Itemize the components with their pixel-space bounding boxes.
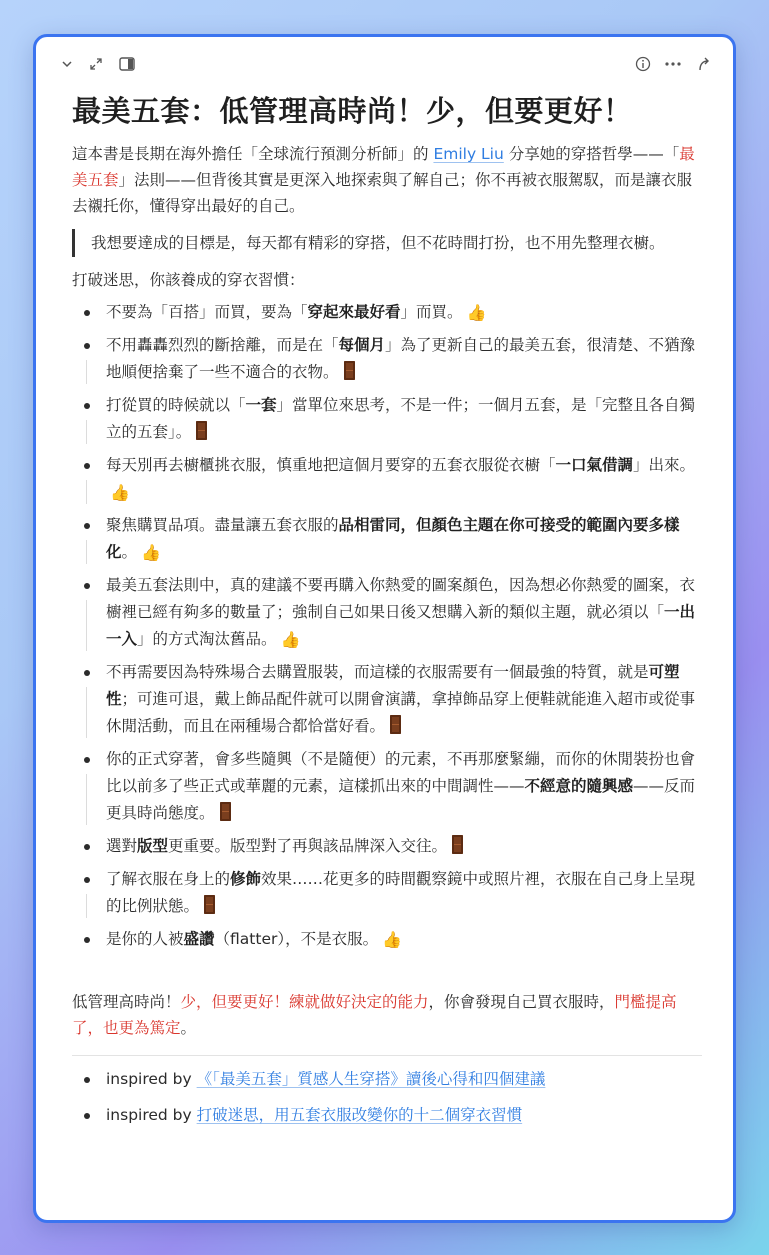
habit-item: [72, 572, 702, 653]
habit-item: [72, 452, 702, 506]
thumbs-up-icon: 👍: [141, 543, 161, 562]
author-link[interactable]: Emily Liu: [433, 145, 504, 163]
reference-prefix: inspired by: [106, 1070, 197, 1088]
thumbs-up-icon: 👍: [382, 930, 403, 949]
habits-heading: 打破迷思，你該養成的穿衣習慣：: [72, 271, 305, 289]
door-icon: [452, 835, 463, 854]
chevron-down-icon[interactable]: [58, 55, 76, 73]
reference-link[interactable]: 打破迷思，用五套衣服改變你的十二個穿衣習慣: [196, 1106, 523, 1124]
thumbs-up-icon: 👍: [280, 630, 301, 649]
thumbs-up-icon: 👍: [466, 303, 487, 322]
habit-text: 了解衣服在身上的: [106, 870, 231, 888]
habit-text: 不再需要因為特殊場合去購置服裝，而這樣的衣服需要有一個最強的特質，就是: [106, 663, 649, 681]
share-icon[interactable]: [695, 55, 713, 73]
habit-text: 」而買。: [400, 303, 463, 321]
habit-text: 」出來。: [633, 456, 696, 474]
note-content: [72, 89, 702, 1138]
habit-text: ——反而更具時尚態度。: [106, 777, 696, 822]
habit-item: [72, 332, 702, 386]
closing-text: 低管理高時尚！: [72, 993, 181, 1011]
habit-text: （flatter），不是衣服。: [214, 930, 379, 948]
closing-paragraph: [72, 989, 702, 1041]
habit-text: 選對: [106, 837, 138, 855]
door-icon: [344, 361, 355, 380]
references-list: [72, 1066, 702, 1128]
habit-emphasis: 修飾: [230, 870, 262, 888]
habit-text: 」為了更新自己的最美五套，很清楚、不猶豫地順便捨棄了一些不適合的衣物。: [106, 336, 696, 381]
thumbs-up-icon: 👍: [110, 483, 130, 502]
habit-text: 不用轟轟烈烈的斷捨離，而是在「: [106, 336, 339, 354]
habit-text: 聚焦購買品項。盡量讓五套衣服的: [106, 516, 339, 534]
reference-item: [72, 1066, 702, 1092]
expand-icon[interactable]: [87, 55, 105, 73]
habit-text: 打從買的時候就以「: [106, 396, 246, 414]
habit-text: 是你的人被: [106, 930, 184, 948]
habit-text: 。: [121, 543, 138, 561]
intro-text: 分享她的穿搭哲學——「: [503, 145, 680, 163]
reference-item: [72, 1102, 702, 1128]
habit-item: [72, 299, 702, 326]
note-window: [33, 34, 736, 1223]
habit-item: [72, 866, 702, 920]
habit-text: 」的方式淘汰舊品。: [137, 630, 277, 648]
habit-emphasis: 每個月: [338, 336, 386, 354]
habit-emphasis: 可塑性: [106, 663, 680, 708]
closing-highlight: 門檻提高了，也更為篤定: [72, 993, 677, 1037]
habit-item: [72, 926, 702, 953]
habit-text: 」當單位來思考，不是一件；一個月五套，是「完整且各自獨立的五套」。: [106, 396, 696, 441]
habit-emphasis: 不經意的隨興感: [524, 777, 634, 795]
habit-text: 每天別再去櫥櫃挑衣服，慎重地把這個月要穿的五套衣服從衣櫥「: [106, 456, 556, 474]
habit-emphasis: 品相雷同，但顏色主題在你可接受的範圍內要多樣化: [106, 516, 680, 561]
habit-item: [72, 392, 702, 446]
divider: [72, 1055, 702, 1056]
habit-text: ；可進可退，戴上飾品配件就可以開會演講，拿掉飾品穿上便鞋就能進入超市或從事休閒活動，而且在兩種場合都恰當好看。: [106, 690, 696, 735]
habit-emphasis: 一套: [245, 396, 277, 414]
toolbar: [36, 37, 733, 87]
habit-emphasis: 一口氣借調: [555, 456, 634, 474]
habit-item: [72, 833, 702, 860]
sidebar-icon[interactable]: [118, 55, 136, 73]
door-icon: [196, 421, 207, 440]
habit-text: 不要為「百搭」而買，要為「: [106, 303, 308, 321]
closing-highlight: 少，但要更好！練就做好決定的能力: [180, 993, 429, 1011]
page-title: 最美五套：低管理高時尚！少，但要更好！: [72, 94, 633, 128]
door-icon: [390, 715, 401, 734]
door-icon: [204, 895, 215, 914]
habit-item: [72, 746, 702, 827]
habit-emphasis: 版型: [137, 837, 169, 855]
habit-text: 最美五套法則中，真的建議不要再購入你熱愛的圖案顏色，因為想必你熱愛的圖案，衣櫥裡已經有夠多的數量了；強制自己如果日後又想購入新的類似主題，就必須以「: [106, 576, 696, 621]
reference-prefix: inspired by: [106, 1106, 197, 1124]
closing-text: ，你會發現自己買衣服時，: [428, 993, 615, 1011]
habits-list: [72, 299, 702, 953]
habit-item: [72, 659, 702, 740]
habit-item: [72, 512, 702, 566]
rule-name: 最美五套: [72, 145, 695, 189]
habit-text: 更重要。版型對了再與該品牌深入交往。: [168, 837, 448, 855]
intro-text: 這本書是長期在海外擔任「全球流行預測分析師」的: [72, 145, 434, 163]
info-icon[interactable]: [634, 55, 652, 73]
intro-paragraph: [72, 141, 702, 219]
blockquote: 我想要達成的目標是，每天都有精彩的穿搭，但不花時間打扮，也不用先整理衣櫥。: [72, 229, 702, 257]
habit-emphasis: 一出一入: [106, 603, 696, 648]
more-icon[interactable]: [664, 55, 682, 73]
habit-emphasis: 穿起來最好看: [307, 303, 401, 321]
reference-link[interactable]: 《「最美五套」質感人生穿搭》讀後心得和四個建議: [196, 1070, 546, 1088]
closing-text: 。: [180, 1019, 197, 1037]
habit-text: 效果……花更多的時間觀察鏡中或照片裡，衣服在自己身上呈現的比例狀態。: [106, 870, 696, 915]
habit-emphasis: 盛讚: [183, 930, 215, 948]
door-icon: [220, 802, 231, 821]
habit-text: 你的正式穿著，會多些隨興（不是隨便）的元素，不再那麼緊繃，而你的休閒裝扮也會比以前多了些正式或華麗的元素，這樣抓出來的中間調性——: [106, 750, 696, 795]
intro-text: 」法則——但背後其實是更深入地探索與了解自己；你不再被衣服駕馭，而是讓衣服去襯托你，懂得穿出最好的自己。: [72, 171, 693, 215]
